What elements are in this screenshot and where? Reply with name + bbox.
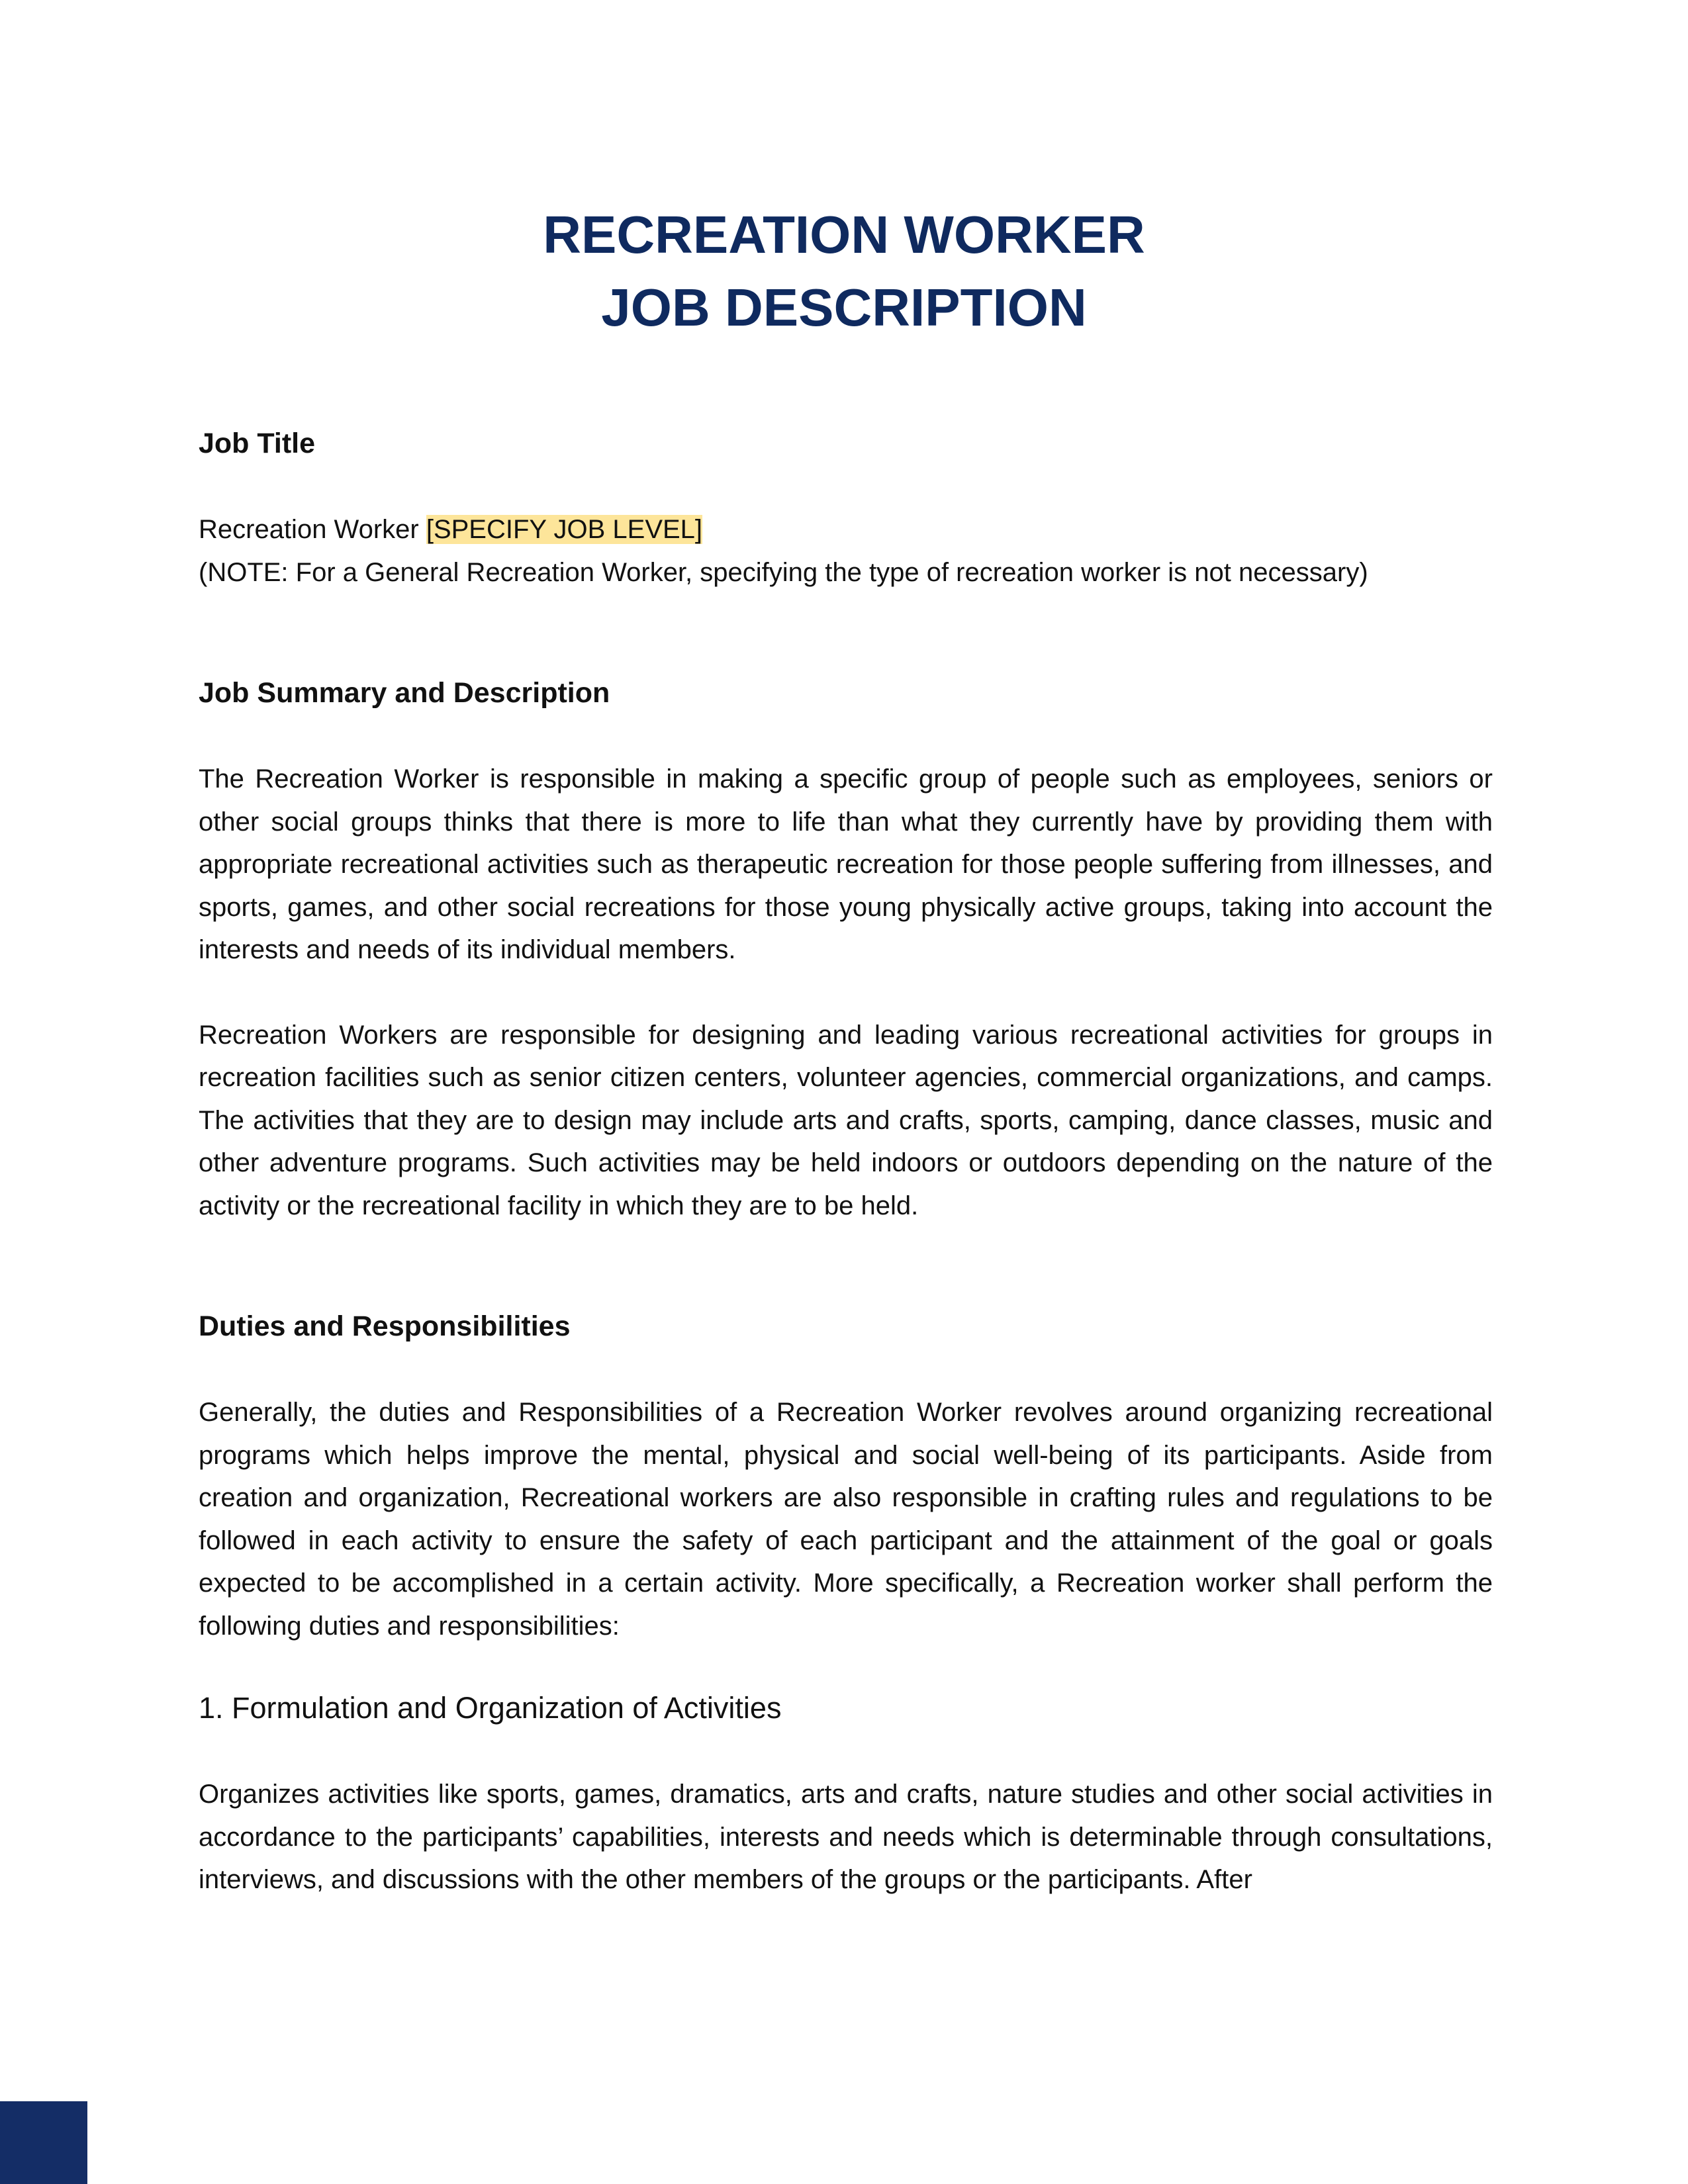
job-title-text: Recreation Worker (199, 515, 426, 544)
footer-corner-block (0, 2101, 87, 2184)
summary-paragraph-2: Recreation Workers are responsible for designing and leading various recreational activities for groups in recreation facilities such as senior citizen centers, volunteer agencies, commercial organizations, and camps. The activities that they are to design may include arts and crafts, sports, camping, dance classes, music and other adventure programs. Such activities may be held indoors or outdoors depending on the nature of the activity or the recreational facility in which they are to be held. (199, 1020, 1493, 1220)
duties-intro: Generally, the duties and Responsibilities of a Recreation Worker revolves around organizing recreational programs which helps improve the mental, physical and social well-being of its participants. Aside from creation and organization, Recreational workers are also responsible in crafting rules and regulations to be followed in each activity to ensure the safety of each participant and the attainment of the goal or goals expected to be accomplished in a certain activity. More specifically, a Recreation worker shall perform the following duties and responsibilities: (199, 1398, 1493, 1641)
duties-heading: Duties and Responsibilities (199, 1310, 571, 1342)
title-line-2: JOB DESCRIPTION (601, 278, 1087, 337)
summary-heading: Job Summary and Description (199, 677, 610, 709)
duty-item-1-heading: 1. Formulation and Organization of Activities (199, 1691, 782, 1725)
duty-item-1-text: Organizes activities like sports, games, dramatics, arts and crafts, nature studies and other social activities in accordance to the participants’ capabilities, interests and needs which is determinable through consultations, interviews, and discussions with the other members of the groups or the participants. After (199, 1780, 1493, 1894)
job-title-note: (NOTE: For a General Recreation Worker, specifying the type of recreation worker is not necessary) (199, 557, 1368, 587)
job-level-placeholder: [SPECIFY JOB LEVEL] (426, 515, 703, 544)
document-title (0, 199, 1688, 344)
job-title-value (199, 508, 1493, 551)
title-line-1: RECREATION WORKER (543, 205, 1145, 264)
summary-paragraph-1: The Recreation Worker is responsible in making a specific group of people such as employees, seniors or other social groups thinks that there is more to life than what they currently have by providing them with appropriate recreational activities such as therapeutic recreation for those people suffering from illnesses, and sports, games, and other social recreations for those young physically active groups, taking into account the interests and needs of its individual members. (199, 764, 1493, 964)
document-body (199, 424, 1493, 1901)
job-title-heading: Job Title (199, 428, 316, 459)
